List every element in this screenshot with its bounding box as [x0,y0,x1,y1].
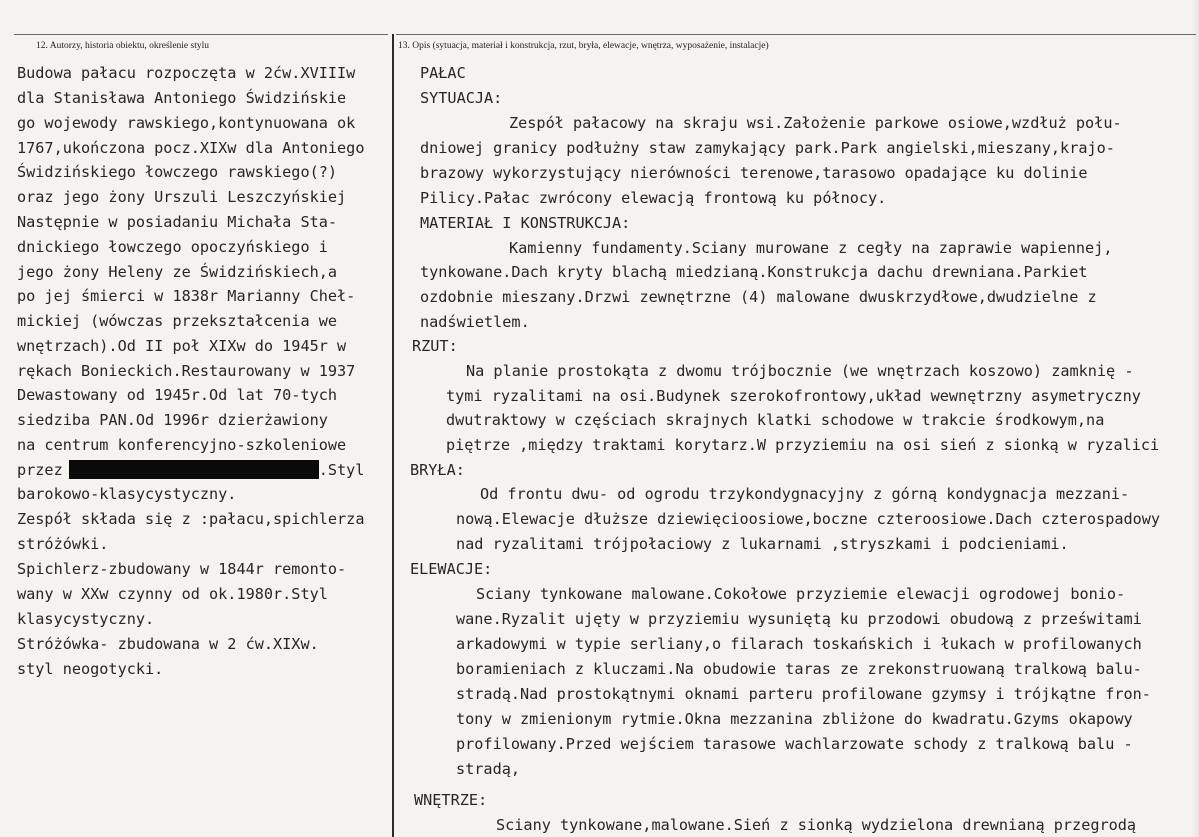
right-column-header: 13. Opis (sytuacja, materiał i konstrukcja, rzut, bryła, elewacje, wnętrza, wyposażenie, instalacje) [398,41,769,51]
section-heading-bryla: BRYŁA: [410,461,465,479]
text-line: dniowej granicy podłużny staw zamykający park.Park angielski,mieszany,krajo- [420,139,1115,157]
text-line: stradą, [456,760,521,778]
left-column-header: 12. Autorzy, historia obiektu, określenie stylu [36,41,209,51]
text-line: wany w XXw czynny od ok.1980r.Styl [17,585,328,603]
text-line: Od frontu dwu- od ogrodu trzykondygnacyjny z górną kondygnacja mezzani- [480,485,1130,503]
text-line: rękach Bonieckich.Restaurowany w 1937 [17,362,356,380]
text-line: dnickiego łowczego opoczyńskiego i [17,238,328,256]
text-line: Świdzińskiego łowczego rawskiego(?) [17,163,338,181]
text-line: oraz jego żony Urszuli Leszczyńskiej [17,188,347,206]
text-line: mickiej (wówczas przekształcenia we [17,312,338,330]
text-line: po jej śmierci w 1838r Marianny Cheł- [17,287,356,305]
text-line: arkadowymi w typie serliany,o filarach toskańskich i łukach w profilowanych [456,635,1142,653]
text-line: nad ryzalitami trójpołaciowy z lukarnami ,stryszkami i podcieniami. [456,535,1069,553]
text-line: dwutraktowy w częściach skrajnych klatki schodowe w trakcie środkowym,na [446,411,1105,429]
text-line: tynkowane.Dach kryty blachą miedzianą.Konstrukcja dachu drewniana.Parkiet [420,263,1088,281]
text-line: boramieniach z kluczami.Na obudowie taras ze zrekonstruowaną tralkową balu- [456,660,1142,678]
text-line: 1767,ukończona pocz.XIXw dla Antoniego [17,139,365,157]
text-line: wane.Ryzalit ujęty w przyziemiu wysuniętą ku przodowi obudową z prześwitami [456,610,1142,628]
text-line: nową.Elewacje dłuższe dziewięcioosiowe,boczne czteroosiowe.Dach czterospadowy [456,510,1161,528]
styl-text: .Styl [318,461,365,479]
text-line: Zespół pałacowy na skraju wsi.Założenie parkowe osiowe,wzdłuż połu- [509,114,1122,132]
text-line: Następnie w posiadaniu Michała Sta- [17,213,338,231]
text-line: ozdobnie mieszany.Drzwi zewnętrzne (4) malowane dwuskrzydłowe,dwudzielne z [420,288,1097,306]
column-divider [392,34,394,837]
text-line: na centrum konferencyjno-szkoleniowe [17,436,347,454]
scan-shadow [1191,0,1199,837]
text-line: wnętrzach).Od II poł XIXw do 1945r w [17,337,347,355]
text-line: go wojewody rawskiego,kontynuowana ok [17,114,356,132]
text-line: brazowy wykorzystujący nierówności terenowe,tarasowo opadające ku dolinie [420,164,1088,182]
redacted-line [17,460,364,479]
redaction-block [69,460,319,479]
section-heading-elewacje: ELEWACJE: [410,560,493,578]
section-heading-rzut: RZUT: [412,337,458,355]
text-line: profilowany.Przed wejściem tarasowe wachlarzowate schody z tralkową balu - [456,735,1133,753]
text-line: Sciany tynkowane malowane.Cokołowe przyziemie elewacji ogrodowej bonio- [476,585,1126,603]
text-line: Zespół składa się z :pałacu,spichlerza [17,510,365,528]
section-heading-material: MATERIAŁ I KONSTRUKCJA: [420,214,631,232]
text-line: klasycystyczny. [17,610,155,628]
text-line: barokowo-klasycystyczny. [17,485,237,503]
text-line: Spichlerz-zbudowany w 1844r remonto- [17,560,347,578]
text-line: jego żony Heleny ze Świdzińskiech,a [17,263,338,281]
text-line: styl neogotycki. [17,660,164,678]
text-line: Sciany tynkowane,malowane.Sień z sionką wydzielona drewnianą przegrodą [496,816,1137,834]
text-line: stróżówki. [17,535,109,553]
text-line: Dewastowany od 1945r.Od lat 70-tych [17,386,338,404]
przez-text: przez [17,461,63,479]
section-heading-sytuacja: SYTUACJA: [420,89,503,107]
text-line: Kamienny fundamenty.Sciany murowane z cegły na zaprawie wapiennej, [509,239,1113,257]
text-line: Stróżówka- zbudowana w 2 ćw.XIXw. [17,635,319,653]
text-line: Budowa pałacu rozpoczęta w 2ćw.XVIIIw [17,64,356,82]
text-line: tony w zmienionym rytmie.Okna mezzanina zbliżone do kwadratu.Gzyms okapowy [456,710,1133,728]
section-title-palac: PAŁAC [420,64,466,82]
section-heading-wnetrze: WNĘTRZE: [414,791,488,809]
right-header-rule [396,34,1196,35]
text-line: piętrze ,między traktami korytarz.W przyziemiu na osi sień z sionką w ryzalici [446,436,1160,454]
text-line: Na planie prostokąta z dwomu trójbocznie (we wnętrzach koszowo) zamknię - [466,362,1134,380]
text-line: stradą.Nad prostokątnymi oknami parteru profilowane gzymsy i trójkątne fron- [456,685,1151,703]
text-line: dla Stanisława Antoniego Świdzińskie [17,89,347,107]
text-line: nadświetlem. [420,313,530,331]
text-line: Pilicy.Pałac zwrócony elewacją frontową ku północy. [420,189,887,207]
text-line: siedziba PAN.Od 1996r dzierżawiony [17,411,328,429]
text-line: tymi ryzalitami na osi.Budynek szerokofrontowy,układ wewnętrzny asymetryczny [446,387,1141,405]
left-header-rule [14,34,388,35]
